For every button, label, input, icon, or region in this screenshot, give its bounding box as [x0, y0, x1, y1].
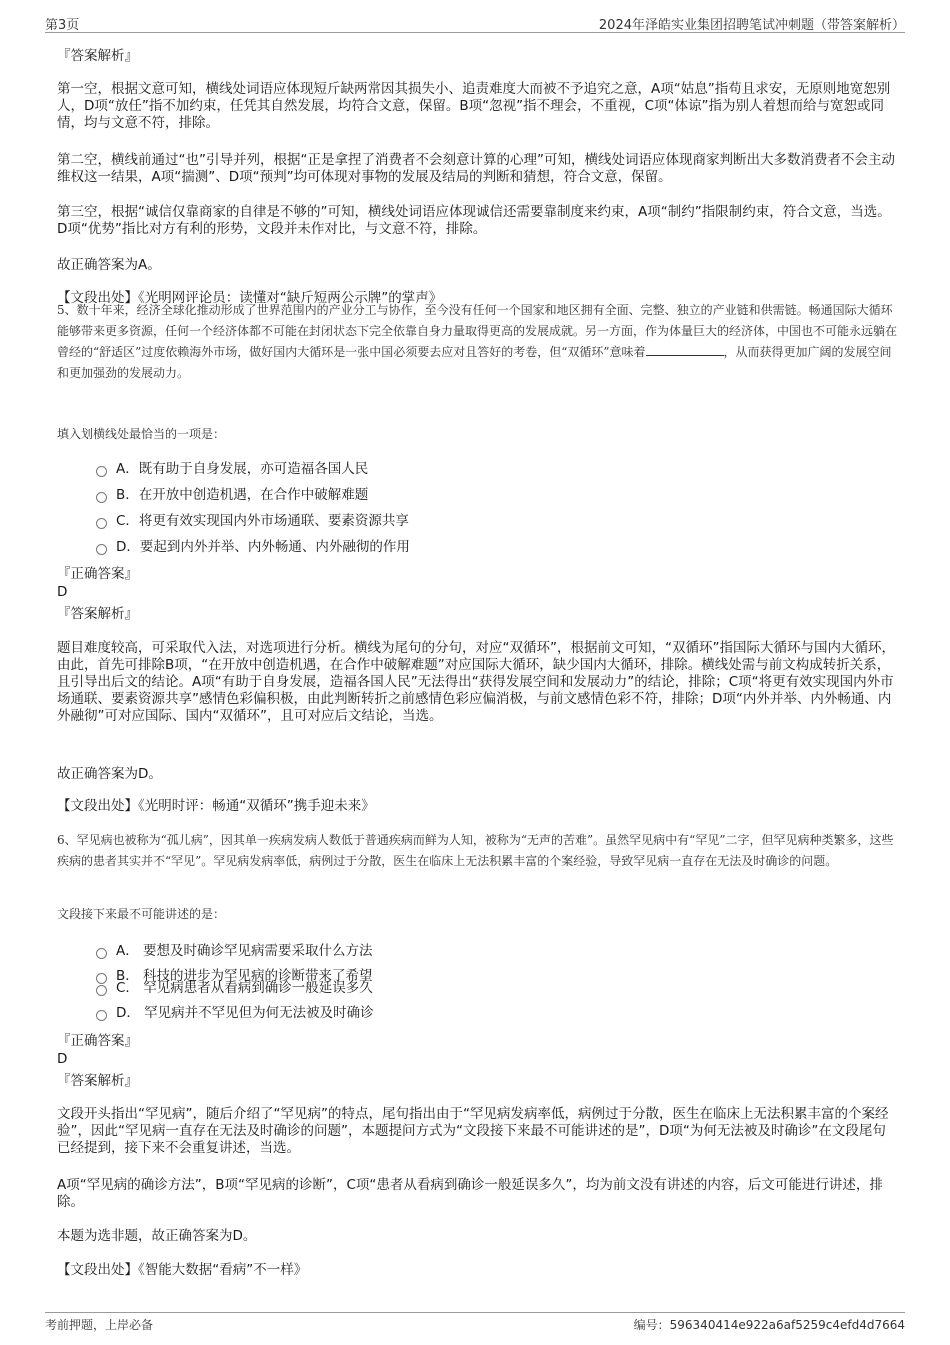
q5-option-b[interactable]: B．在开放中创造机遇，在合作中破解难题 — [96, 486, 368, 504]
radio-icon[interactable] — [96, 492, 107, 503]
q4-analysis-p3: 第三空，根据“诚信仅靠商家的自律是不够的”可知，横线处词语应体现诚信还需要靠制度来约束，A项“制约”指限制约束，符合文意，当选。D项“优势”指比对方有利的形势，文段并未作对比，与文意不符，排除。 — [57, 204, 891, 237]
q5-option-c[interactable]: C．将更有效实现国内外市场通联、要素资源共享 — [96, 512, 409, 530]
q5-analysis-label: 『答案解析』 — [57, 606, 138, 622]
page-header — [45, 14, 905, 33]
q6-analysis-p2: A项“罕见病的确诊方法”，B项“罕见病的诊断”，C项“患者从看病到确诊一般延误多久”，均为前文没有讲述的内容，后文可能进行讲述，排除。 — [57, 1177, 883, 1210]
q4-analysis-label: 『答案解析』 — [57, 48, 138, 64]
q4-source: 【文段出处】《光明网评论员：读懂对“缺斤短两公示牌”的掌声》 — [57, 290, 443, 306]
page-number: 第3页 — [45, 18, 80, 33]
radio-icon[interactable] — [96, 544, 107, 555]
q6-source: 【文段出处】《智能大数据“看病”不一样》 — [57, 1262, 308, 1278]
q5-blank — [646, 343, 724, 356]
q5-stem-before: 5、数十年来，经济全球化推动形成了世界范围内的产业分工与协作，至今没有任何一个国家和地区拥有全面、完整、独立的产业链和供需链。畅通国际大循环能够带来更多资源，任何一个经济体都不可能在封闭状态下完全依靠自身力量取得更高的发展成就。另一方面，作为体量巨大的经济体，中国也不可能永远躺在曾经的“舒适区”过度依赖海外市场，做好国内大循环是一张中国必须要去应对且答好的考卷，但“双循环”意味着 — [57, 303, 898, 359]
q5-conclusion: 故正确答案为D。 — [57, 766, 162, 782]
q6-analysis-label: 『答案解析』 — [57, 1073, 138, 1089]
q5-answer: D — [57, 584, 68, 600]
q5-stem-after: ，从而获得更加广阔的发展空间和更加强劲的发展动力。 — [57, 345, 892, 380]
q6-answer: D — [57, 1051, 68, 1067]
document-title: 2024年泽皓实业集团招聘笔试冲刺题（带答案解析） — [598, 18, 905, 33]
q5-analysis: 题目难度较高，可采取代入法，对选项进行分析。横线为尾句的分句，对应“双循环”，根据前文可知，“双循环”指国际大循环与国内大循环，由此，首先可排除B项，“在开放中创造机遇，在合作中破解难题”对应国际大循环，缺少国内大循环，排除。横线处需与前文构成转折关系，且引导出后文的结论。A项“有助于自身发展，造福各国人民”无法得出“获得发展空间和发展动力”的结论，排除；C项“将更有效实现国内外市场通联、要素资源共享”感情色彩偏积极，由此判断转折之前感情色彩应偏消极，与前文感情色彩不符，排除；D项“内外并举、内外畅通、内外融彻”可对应国际、国内“双循环”，且可对应后文结论，当选。 — [57, 640, 895, 724]
footer-slogan: 考前押题，上岸必备 — [45, 1318, 154, 1332]
q6-stem: 6、罕见病也被称为“孤儿病”，因其单一疾病发病人数低于普通疾病而鲜为人知，被称为“无声的苦难”。虽然罕见病中有“罕见”二字，但罕见病种类繁多，这些疾病的患者其实并不“罕见”。罕见病发病率低，病例过于分散，医生在临床上无法积累丰富的个案经验，导致罕见病一直存在无法及时确诊的问题。 — [57, 833, 894, 868]
q4-analysis-p2: 第二空，横线前通过“也”引导并列，根据“正是拿捏了消费者不会刻意计算的心理”可知，横线处词语应体现商家判断出大多数消费者不会主动维权这一结果，A项“揣测”、D项“预判”均可体现对事物的发展及结局的判断和猜想，符合文意，保留。 — [57, 152, 895, 185]
q5-option-d[interactable]: D．要起到内外并举、内外畅通、内外融彻的作用 — [96, 538, 410, 556]
q5-source: 【文段出处】《光明时评：畅通“双循环”携手迎未来》 — [57, 798, 375, 814]
q5-prompt: 填入划横线处最恰当的一项是： — [57, 427, 226, 441]
page-footer — [45, 1312, 905, 1333]
radio-icon[interactable] — [96, 985, 107, 996]
q6-analysis-p1: 文段开头指出“罕见病”，随后介绍了“罕见病”的特点，尾句指出由于“罕见病发病率低，病例过于分散，医生在临床上无法积累丰富的个案经验”，因此“罕见病一直存在无法及时确诊的问题”，本题提问方式为“文段接下来最不可能讲述的是”，D项“为何无法被及时确诊”在文段尾句已经提到，接下来不会重复讲述，当选。 — [57, 1106, 889, 1156]
radio-icon[interactable] — [96, 518, 107, 529]
radio-icon[interactable] — [96, 1010, 107, 1021]
footer-code: 编号：596340414e922a6af5259c4efd4d7664 — [633, 1318, 905, 1332]
q6-option-a[interactable]: A． 要想及时确诊罕见病需要采取什么方法 — [96, 942, 373, 960]
q6-answer-label: 『正确答案』 — [57, 1033, 138, 1049]
q5-stem — [57, 300, 902, 384]
radio-icon[interactable] — [96, 948, 107, 959]
q5-answer-label: 『正确答案』 — [57, 566, 138, 582]
q4-analysis-p1: 第一空，根据文意可知，横线处词语应体现短斤缺两常因其损失小、追责难度大而被不予追究之意，A项“姑息”指苟且求安，无原则地宽恕别人，D项“放任”指不加约束，任凭其自然发展，均符合文意，保留。B项“忽视”指不理会，不重视，C项“体谅”指为别人着想而给与宽恕或同情，均与文意不符，排除。 — [57, 81, 891, 131]
q6-prompt: 文段接下来最不可能讲述的是： — [57, 907, 226, 921]
q6-option-c[interactable]: C． 罕见病患者从看病到确诊一般延误多久 — [96, 979, 373, 997]
q5-option-a[interactable]: A．既有助于自身发展，亦可造福各国人民 — [96, 460, 368, 478]
q6-conclusion: 本题为选非题，故正确答案为D。 — [57, 1228, 257, 1244]
q4-conclusion: 故正确答案为A。 — [57, 257, 161, 273]
q6-option-d[interactable]: D． 罕见病并不罕见但为何无法被及时确诊 — [96, 1004, 374, 1022]
radio-icon[interactable] — [96, 466, 107, 477]
q6-option-b[interactable]: B． 科技的进步为罕见病的诊断带来了希望 — [96, 967, 373, 985]
